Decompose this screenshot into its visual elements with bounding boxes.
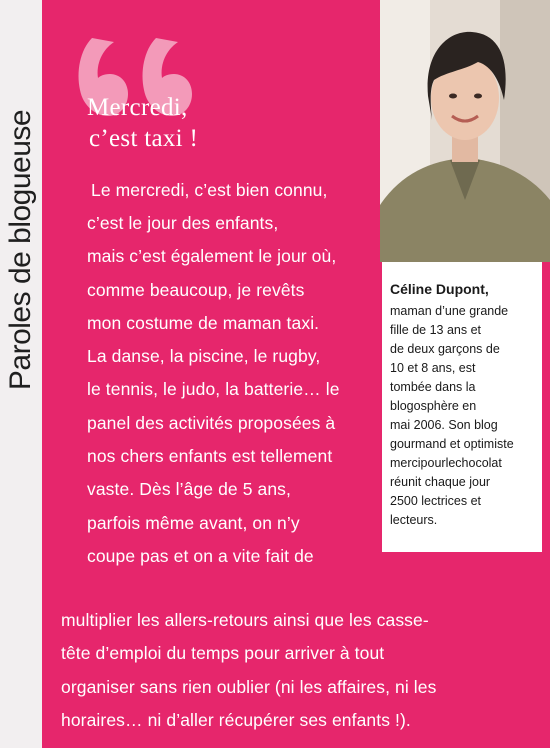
body-line: horaires… ni d’aller récupérer ses enfants !). — [61, 710, 411, 730]
portrait-photo — [380, 0, 550, 262]
body-line: mon costume de maman taxi. — [87, 313, 320, 333]
bio-line: gourmand et optimiste — [390, 437, 514, 451]
bio-line: lecteurs. — [390, 513, 438, 527]
portrait-illustration — [380, 0, 550, 262]
headline-line-1: Mercredi, — [87, 94, 188, 121]
bio-line: 10 et 8 ans, est — [390, 361, 476, 375]
bio-line: de deux garçons de — [390, 342, 500, 356]
bio-line: tombée dans la — [390, 380, 476, 394]
body-line: La danse, la piscine, le rugby, — [87, 346, 321, 366]
body-line: organiser sans rien oublier (ni les affaires, ni les — [61, 677, 437, 697]
bio-line: mercipourlechocolat — [390, 456, 502, 470]
author-caption — [382, 262, 542, 552]
body-line: nos chers enfants est tellement — [87, 446, 333, 466]
body-line: panel des activités proposées à — [87, 413, 336, 433]
bio-line: maman d’une grande — [390, 304, 509, 318]
bio-line: blogosphère en — [390, 399, 477, 413]
body-line: comme beaucoup, je revêts — [87, 280, 305, 300]
section-title-text: Paroles de blogueuse — [4, 109, 37, 391]
body-line: Le mercredi, c’est bien connu, — [91, 180, 328, 200]
body-line: vaste. Dès l’âge de 5 ans, — [87, 479, 291, 499]
bio-line: 2500 lectrices et — [390, 494, 482, 508]
body-line: mais c’est également le jour où, — [87, 246, 337, 266]
body-line: coupe pas et on a vite fait de — [87, 546, 314, 566]
body-line: le tennis, le judo, la batterie… le — [87, 379, 340, 399]
body-line: parfois même avant, on n’y — [87, 513, 300, 533]
body-line: tête d’emploi du temps pour arriver à tout — [61, 643, 385, 663]
bio-line: réunit chaque jour — [390, 475, 491, 489]
bio-line: fille de 13 ans et — [390, 323, 482, 337]
author-name: Céline Dupont, — [390, 281, 489, 297]
bio-line: mai 2006. Son blog — [390, 418, 498, 432]
body-line: multiplier les allers-retours ainsi que les casse- — [61, 610, 429, 630]
headline-line-2: c’est taxi ! — [89, 125, 199, 152]
body-line: c’est le jour des enfants, — [87, 213, 279, 233]
